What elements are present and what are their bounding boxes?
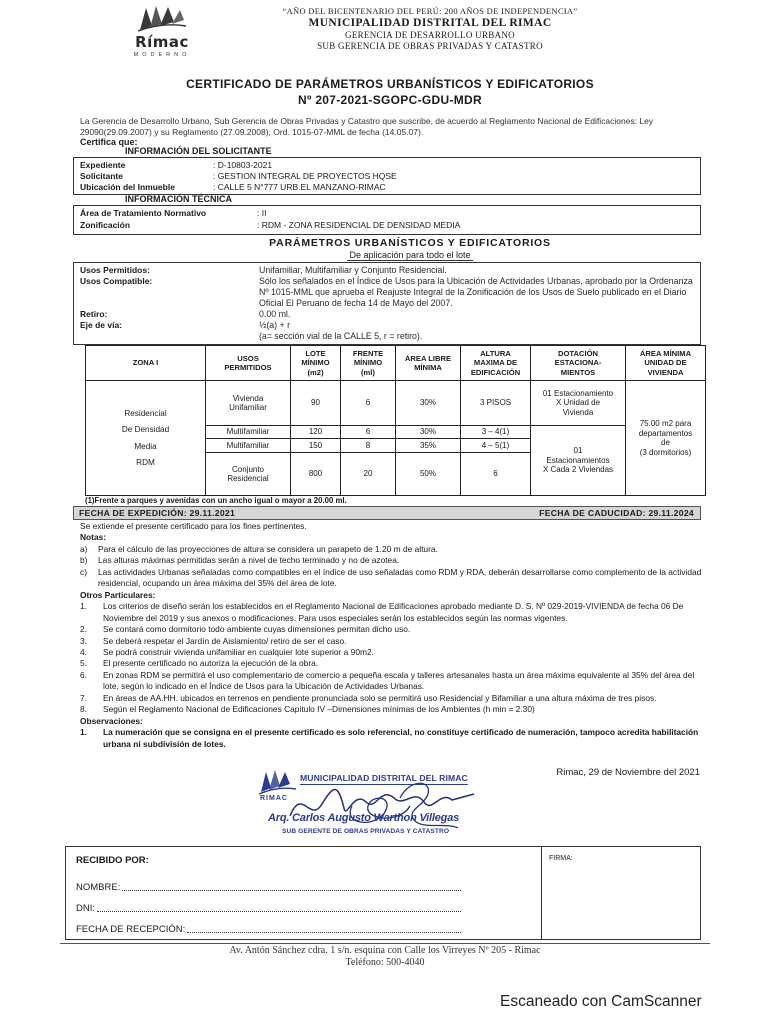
expiry-date: FECHA DE CADUCIDAD: 29.11.2024 <box>539 508 694 518</box>
frente-cell: 6 <box>341 426 396 439</box>
stamp-city: RIMAC <box>260 795 288 802</box>
reception-date-label: FECHA DE RECEPCIÓN: <box>76 924 186 935</box>
handwritten-signature <box>282 776 482 836</box>
field-label: Eje de vía: <box>80 320 123 330</box>
field-value: : D-10803-2021 <box>213 160 273 170</box>
field-value: : CALLE 5 N°777 URB.EL MANZANO-RIMAC <box>213 182 386 192</box>
footer-rule <box>60 943 710 944</box>
municipality-logo <box>126 4 198 66</box>
signer-name: Arq. Carlos Augusto Warthon Villegas <box>268 812 460 824</box>
cell-text: Vivienda <box>232 393 264 403</box>
issue-date: FECHA DE EXPEDICIÓN: 29.11.2021 <box>79 508 236 518</box>
usos-cell <box>206 381 291 426</box>
lote-cell: 150 <box>291 439 341 453</box>
note-text: Para el cálculo de las proyecciones de altura se considera un parapeto de 1.20 m de altura. <box>98 543 438 554</box>
parameters-heading: PARÁMETROS URBANÍSTICOS Y EDIFICATORIOS <box>269 237 551 249</box>
scanner-watermark: Escaneado con CamScanner <box>500 993 702 1010</box>
cell-text: 75.00 m2 para <box>639 419 692 428</box>
field-label: Ubicación del Inmueble <box>80 182 175 192</box>
notes-heading: Notas: <box>80 532 107 543</box>
cell-text: X Unidad de <box>555 398 601 408</box>
certifica-label: Certifica que: <box>80 137 138 147</box>
signature-label: FIRMA: <box>549 855 573 862</box>
particular-item <box>80 704 706 715</box>
parameters-box <box>73 262 701 345</box>
header-usos <box>206 346 291 381</box>
cell-text: (3 dormitorios) <box>639 447 692 457</box>
applicant-info-box <box>73 157 701 195</box>
note-item <box>80 544 706 555</box>
item-marker: 7. <box>80 692 87 703</box>
note-marker: c) <box>80 566 87 577</box>
dates-bar <box>73 506 701 520</box>
observation-item <box>80 727 706 750</box>
header-text: MAXIMA DE <box>473 358 518 368</box>
footer-address: Av. Antón Sánchez cdra. 1 s/n. esquina con Calle los Virreyes Nº 205 - Rimac <box>229 945 541 956</box>
lote-cell: 90 <box>291 381 341 426</box>
parameters-subheading-wrap <box>200 250 620 260</box>
altura-cell: 6 <box>461 453 531 496</box>
dotacion-cell <box>531 426 626 496</box>
zone-text: Media <box>134 441 157 451</box>
item-marker: 1. <box>80 601 87 612</box>
item-marker: 1. <box>80 727 87 738</box>
field-label: Solicitante <box>80 171 123 181</box>
header-text: ESTACIONA- <box>554 358 602 368</box>
institution-name: MUNICIPALIDAD DISTRITAL DEL RIMAC <box>308 17 552 29</box>
field-label: Usos Permitidos: <box>80 265 150 275</box>
cell-text: 01 Estacionamiento <box>542 388 614 398</box>
particular-item <box>80 670 706 693</box>
field-label: Retiro: <box>80 309 108 319</box>
header-text: UNIDAD DE <box>644 358 687 368</box>
header-text: ZONA I <box>132 358 159 368</box>
header-area-minima <box>626 346 706 381</box>
item-text: La numeración que se consigna en el presente certificado es solo referencial, no constituye certificado de numeración, tampoco acredita habilitación urbana ni subdivisión de lotes. <box>103 727 699 749</box>
item-marker: 5. <box>80 658 87 669</box>
note-text: Las alturas máximas permitidas serán a nivel de techo terminado y no de azotea. <box>98 555 400 566</box>
cell-text: X Cada 2 Viviendas <box>542 465 614 475</box>
area-libre-cell: 30% <box>396 381 461 426</box>
item-text: Se contará como dormitorio todo ambiente cuyas dimensiones permitan dicho uso. <box>103 624 411 635</box>
header-text: ÁREA MÍNIMA <box>639 348 692 358</box>
header-text: MIENTOS <box>560 367 596 377</box>
other-particulars-heading: Otros Particulares: <box>80 589 156 600</box>
field-label: Área de Tratamiento Normativo <box>80 208 207 218</box>
zone-text: De Densidad <box>121 425 170 434</box>
name-label: NOMBRE: <box>76 882 121 893</box>
particular-item <box>80 601 706 624</box>
header-text: DOTACIÓN <box>558 348 598 358</box>
item-marker: 6. <box>80 669 87 680</box>
name-field <box>76 882 461 893</box>
field-value: 0.00 ml. <box>259 309 291 319</box>
field-value: Sólo los señalados en el Índice de Usos para la Ubicación de Actividades Urbanas, aprobado por la Ordenanza Nº 1015-MML que aprueba el Reajuste Integral de la Zonificación de los Usos de Suelo publicado en el Diario Oficial El Peruano de fecha 14 de Mayo del 2007. <box>259 276 693 308</box>
intro-paragraph: La Gerencia de Desarrollo Urbano, Sub Gerencia de Obras Privadas y Catastro que suscribe, de acuerdo al Reglamento Nacional de Edificaciones: Ley 29090(29.09.2007) y su Reglamento (27.09.2008), Ord. 1015-07-MML de fecha (14.05.07). <box>80 116 654 137</box>
lote-cell: 120 <box>291 426 341 439</box>
header-text: MÍNIMO <box>353 358 383 368</box>
particular-item <box>80 647 706 658</box>
item-marker: 8. <box>80 704 87 715</box>
cell-text: 01 <box>573 446 583 456</box>
dotted-line <box>187 924 461 933</box>
frente-cell: 8 <box>341 439 396 453</box>
receipt-box <box>65 846 701 940</box>
field-value: : RDM - ZONA RESIDENCIAL DE DENSIDAD MEDIA <box>257 220 461 230</box>
area-libre-cell: 35% <box>396 439 461 453</box>
header-text: MÍNIMA <box>414 363 442 372</box>
cell-text: de <box>661 438 670 447</box>
frente-cell: 20 <box>341 453 396 496</box>
field-label: Zonificación <box>80 220 131 230</box>
cell-text: Unifamiliar <box>229 403 267 412</box>
applicant-section-heading: INFORMACIÓN DEL SOLICITANTE <box>90 146 295 158</box>
usos-cell: Multifamiliar <box>206 426 291 439</box>
header-text: (m2) <box>307 367 324 377</box>
item-text: Se podrá construir vivienda unifamiliar en cualquier lote superior a 90m2. <box>103 646 374 657</box>
note-item <box>80 555 706 566</box>
header-altura <box>461 346 531 381</box>
note-item <box>80 567 706 590</box>
dni-field <box>76 903 461 914</box>
header-zona <box>86 346 206 381</box>
cell-text: departamentos <box>638 428 693 438</box>
official-stamp <box>252 766 502 846</box>
header-text: ALTURA <box>480 348 511 358</box>
table-header-row <box>86 346 706 381</box>
field-value: : II <box>257 208 267 218</box>
place-and-date: Rimac, 29 de Noviembre del 2021 <box>556 767 700 778</box>
reception-date-field <box>76 924 461 935</box>
altura-cell: 4 – 5(1) <box>461 439 531 453</box>
header-text: PERMITIDOS <box>224 363 272 372</box>
zone-text: RDM <box>136 458 155 467</box>
dotted-line <box>97 903 461 912</box>
footer-phone: Teléfono: 500-4040 <box>345 957 425 968</box>
field-value: ½(a) + r <box>259 320 291 330</box>
header-area-libre <box>396 346 461 381</box>
header-lote <box>291 346 341 381</box>
area-libre-cell: 50% <box>396 453 461 496</box>
lote-cell: 800 <box>291 453 341 496</box>
dni-label: DNI: <box>76 903 95 914</box>
note-marker: b) <box>80 555 88 566</box>
receipt-divider <box>541 847 542 939</box>
field-label: Usos Compatible: <box>80 276 153 286</box>
zone-cell <box>86 381 206 496</box>
year-motto: “AÑO DEL BICENTENARIO DEL PERÚ: 200 AÑOS DE INDEPENDENCIA” <box>282 6 578 16</box>
item-text: En zonas RDM se permitirá el uso complementario de comercio a pequeña escala y talleres artesanales hasta un área máxima equivalente al 35% del área del lote, según lo indicado en el Índice de Usos para la Ubicación de Actividades Urbanas. <box>103 669 695 692</box>
signer-position: SUB GERENTE DE OBRAS PRIVADAS Y CATASTRO <box>282 828 450 835</box>
cell-text: Conjunto <box>231 464 265 474</box>
document-title <box>100 76 680 108</box>
note-marker: a) <box>80 543 88 554</box>
altura-cell: 3 – 4(1) <box>461 426 531 439</box>
field-value: : GESTION INTEGRAL DE PROYECTOS HQSE <box>213 171 397 181</box>
item-marker: 4. <box>80 646 87 657</box>
item-marker: 2. <box>80 624 87 635</box>
item-marker: 3. <box>80 635 87 646</box>
particular-item <box>80 658 706 669</box>
table-footnote: (1)Frente a parques y avenidas con un ancho igual o mayor a 20.00 ml. <box>85 496 347 505</box>
letterhead <box>250 6 610 52</box>
cell-text: Vivienda <box>562 407 594 417</box>
header-text: VIVIENDA <box>647 367 684 377</box>
parameters-subheading: De aplicación para todo el lote <box>349 250 471 260</box>
zone-text: Residencial <box>124 408 167 418</box>
field-value: Unifamiliar, Multifamiliar y Conjunto Residencial. <box>259 265 447 275</box>
item-text: Los criterios de diseño serán los establecidos en el Reglamento Nacional de Edificaciones aprobado mediante D. S. Nº 029-2019-VIVIENDA de fecha 06 De Noviembre del 2019 y sus anexos o modificaciones. Para usos especiales serán los establecidos según las normas vigentes. <box>103 601 684 623</box>
logo-tagline: MODERNO <box>133 52 191 58</box>
header-text: MÍNIMO <box>301 358 330 368</box>
extension-statement: Se extiende el presente certificado para los fines pertinentes. <box>80 521 307 531</box>
item-text: Según el Reglamento Nacional de Edificaciones Capitulo IV –Dimensiones mínimas de los Ambientes (h min = 2.30) <box>103 704 535 715</box>
sub-department-name: SUB GERENCIA DE OBRAS PRIVADAS Y CATASTRO <box>317 41 543 51</box>
rimac-emblem-icon <box>136 4 188 32</box>
header-text: EDIFICACIÓN <box>470 367 521 377</box>
header-text: FRENTE <box>352 348 384 358</box>
item-text: Se deberá respetar el Jardín de Aislamiento/ retiro de ser el caso. <box>103 635 347 646</box>
received-by-label: RECIBIDO POR: <box>76 855 149 866</box>
header-frente <box>341 346 396 381</box>
technical-section-heading: INFORMACIÓN TÉCNICA <box>90 194 295 206</box>
observations-heading: Observaciones: <box>80 715 143 726</box>
table-row <box>86 381 706 426</box>
dotted-line <box>122 882 461 891</box>
dotacion-cell <box>531 381 626 426</box>
header-text: LOTE <box>305 348 326 358</box>
parameters-table <box>85 345 706 496</box>
usos-cell <box>206 453 291 496</box>
department-name: GERENCIA DE DESARROLLO URBANO <box>345 30 515 40</box>
header-text: USOS <box>237 353 259 363</box>
field-note: (a= sección vial de la CALLE 5, r = retiro). <box>259 331 423 341</box>
header-text: (ml) <box>361 367 375 377</box>
area-libre-cell: 30% <box>396 426 461 439</box>
cell-text: Residencial <box>227 474 269 483</box>
header-text: ÁREA LIBRE <box>404 353 452 363</box>
note-text: Las actividades Urbanas señaladas como compatibles en el índice de uso señaladas como RDM y RDA, deberán desarrollarse como complemento de la actividad residencial, ocupando un área máxima del 35% del área de lote. <box>98 566 702 589</box>
certificate-title: CERTIFICADO DE PARÁMETROS URBANÍSTICOS Y EDIFICATORIOS <box>186 77 594 91</box>
item-text: El presente certificado no autoriza la ejecución de la obra. <box>103 658 319 669</box>
cell-text: Estacionamientos <box>546 455 610 465</box>
header-dotacion <box>531 346 626 381</box>
technical-info-box <box>73 205 701 235</box>
usos-cell: Multifamiliar <box>206 439 291 453</box>
field-label: Expediente <box>80 160 126 170</box>
area-minima-cell <box>626 381 706 496</box>
notes-section <box>80 521 706 750</box>
particular-item <box>80 636 706 647</box>
altura-cell: 3 PISOS <box>461 381 531 426</box>
stamp-institution: MUNICIPALIDAD DISTRITAL DEL RIMAC <box>300 773 468 783</box>
particular-item <box>80 624 706 635</box>
particular-item <box>80 693 706 704</box>
frente-cell: 6 <box>341 381 396 426</box>
logo-wordmark: Rímac <box>135 33 189 51</box>
certificate-number: Nº 207-2021-SGOPC-GDU-MDR <box>298 93 482 107</box>
item-text: En áreas de AA.HH. ubicados en terrenos en pendiente pronunciada solo se permitirá uso Residencial y Bifamiliar a una altura máxima de tres pisos. <box>103 692 657 703</box>
